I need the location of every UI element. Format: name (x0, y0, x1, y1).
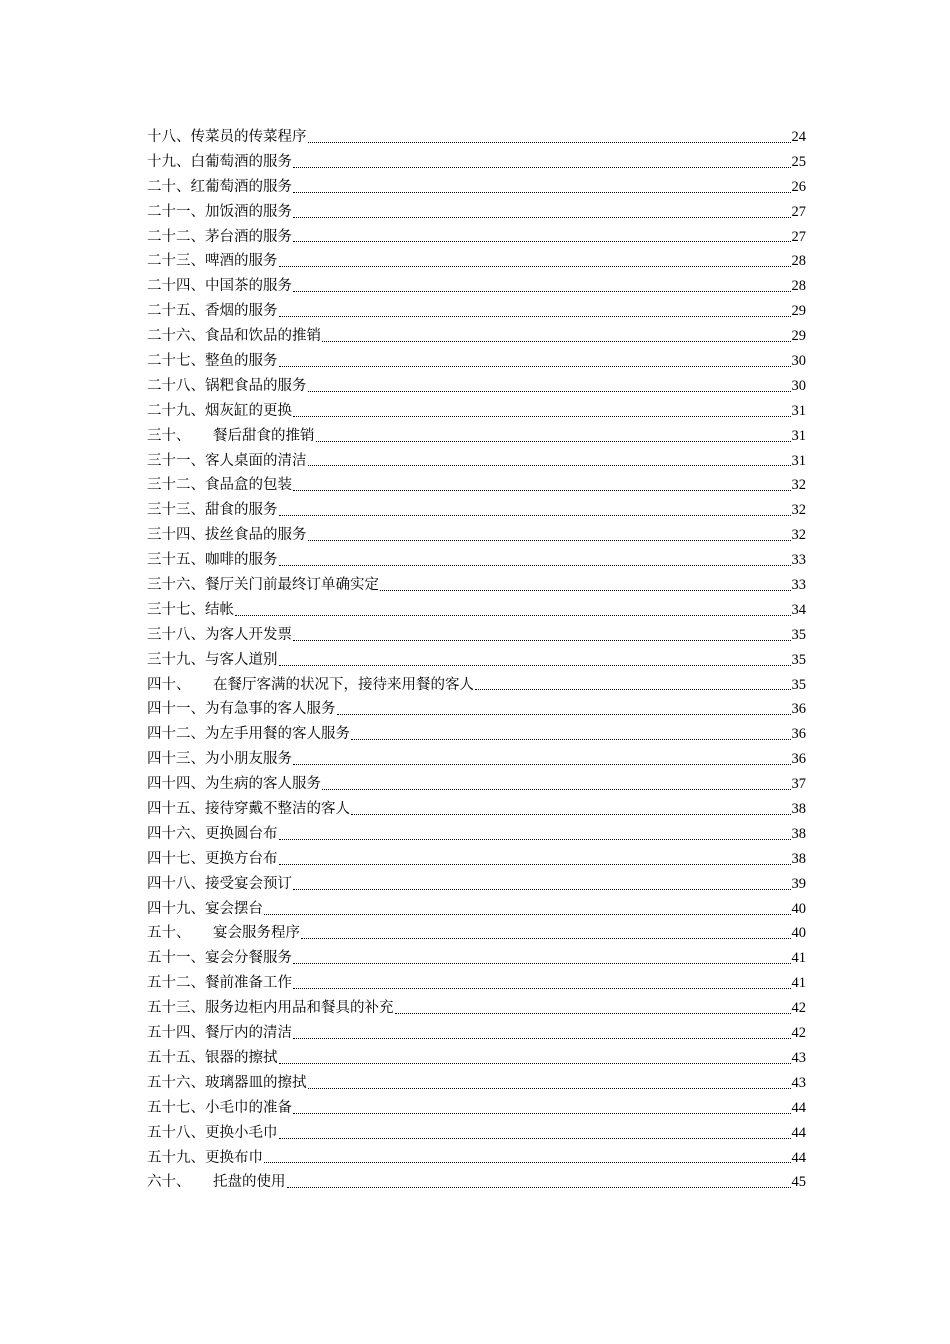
toc-entry-title: 与客人道别 (205, 651, 278, 668)
toc-dot-leader (279, 315, 791, 317)
toc-entry-page-number: 28 (791, 278, 806, 295)
toc-entry-title: 宴会摆台 (205, 900, 263, 917)
toc-entry[interactable] (147, 1021, 806, 1046)
toc-entry-page-number: 27 (791, 228, 806, 245)
toc-entry-page-number: 27 (791, 203, 806, 220)
toc-entry[interactable] (147, 299, 806, 324)
toc-entry-page-number: 44 (791, 1099, 806, 1116)
toc-dot-leader (293, 1037, 791, 1039)
toc-entry-number: 三十、 (147, 427, 191, 444)
toc-entry-title: 餐厅内的清洁 (205, 1025, 292, 1042)
toc-entry-title: 白葡萄酒的服务 (190, 153, 292, 170)
toc-entry-page-number: 29 (791, 303, 806, 320)
toc-entry-number: 三十七、 (147, 601, 205, 618)
toc-entry-number: 三十五、 (147, 552, 205, 569)
toc-entry-title: 更换布巾 (205, 1149, 263, 1166)
toc-entry-page-number: 36 (791, 701, 806, 718)
toc-entry[interactable] (147, 996, 806, 1021)
toc-entry[interactable] (147, 150, 806, 175)
toc-entry[interactable] (147, 548, 806, 573)
toc-entry-title: 银器的擦拭 (205, 1049, 278, 1066)
toc-dot-leader (279, 863, 791, 865)
toc-entry-title: 为客人开发票 (205, 626, 292, 643)
toc-entry-number: 二十四、 (147, 278, 205, 295)
toc-dot-leader (301, 937, 791, 939)
toc-entry-title: 锅粑食品的服务 (205, 377, 307, 394)
toc-entry-title: 更换小毛巾 (205, 1124, 278, 1141)
toc-entry-number: 三十三、 (147, 502, 205, 519)
toc-entry[interactable] (147, 349, 806, 374)
toc-entry[interactable] (147, 324, 806, 349)
toc-entry[interactable] (147, 772, 806, 797)
toc-entry[interactable] (147, 573, 806, 598)
toc-entry-number: 五十、 (147, 925, 191, 942)
toc-dot-leader (293, 489, 791, 491)
toc-entry-page-number: 28 (791, 253, 806, 270)
toc-entry-page-number: 29 (791, 328, 806, 345)
toc-dot-leader (287, 1186, 791, 1188)
toc-entry-title: 托盘的使用 (213, 1174, 286, 1191)
toc-dot-leader (279, 514, 791, 516)
toc-entry-page-number: 32 (791, 502, 806, 519)
toc-dot-leader (293, 240, 791, 242)
toc-entry-page-number: 43 (791, 1074, 806, 1091)
toc-entry-number: 十八、 (147, 128, 191, 145)
toc-entry[interactable] (147, 225, 806, 250)
toc-entry-title: 整鱼的服务 (205, 353, 278, 369)
toc-entry-page-number: 36 (791, 726, 806, 743)
toc-dot-leader (308, 390, 791, 392)
toc-entry-number: 五十七、 (147, 1099, 205, 1116)
toc-entry-page-number: 42 (791, 1000, 806, 1017)
toc-entry-title: 为生病的客人服务 (205, 776, 321, 793)
toc-entry-number: 五十五、 (147, 1049, 205, 1066)
toc-entry-title: 啤酒的服务 (205, 253, 278, 270)
toc-entry-title: 红葡萄酒的服务 (190, 178, 292, 195)
toc-entry-page-number: 41 (791, 950, 806, 967)
toc-entry[interactable] (147, 473, 806, 498)
toc-entry-number: 四十七、 (147, 850, 205, 867)
toc-entry-page-number: 32 (791, 477, 806, 494)
toc-dot-leader (308, 464, 791, 466)
toc-entry-number: 二十六、 (147, 328, 205, 345)
toc-entry-page-number: 40 (791, 900, 806, 917)
toc-entry[interactable] (147, 175, 806, 200)
toc-entry-title: 拔丝食品的服务 (205, 527, 307, 544)
toc-entry-title: 传菜员的传菜程序 (190, 128, 307, 145)
toc-entry-title: 食品盒的包装 (205, 477, 292, 494)
toc-entry-number: 四十一、 (147, 701, 205, 718)
toc-entry-title: 甜食的服务 (205, 502, 278, 519)
toc-entry-title: 小毛巾的准备 (205, 1099, 292, 1116)
toc-entry-page-number: 38 (791, 850, 806, 867)
toc-entry-title: 食品和饮品的推销 (205, 328, 321, 345)
toc-entry-title: 宴会服务程序 (213, 925, 300, 942)
toc-entry-number: 三十一、 (147, 452, 205, 469)
table-of-contents (147, 125, 806, 1195)
toc-dot-leader (293, 987, 791, 989)
toc-entry-number: 二十二、 (147, 228, 205, 245)
toc-entry-page-number: 32 (791, 527, 806, 544)
toc-dot-leader (279, 838, 791, 840)
toc-entry-number: 四十、 (147, 676, 191, 693)
toc-dot-leader (322, 340, 791, 342)
toc-dot-leader (351, 813, 791, 815)
toc-dot-leader (293, 216, 791, 218)
toc-entry[interactable] (147, 1071, 806, 1096)
toc-entry-title: 餐后甜食的推销 (213, 427, 315, 444)
toc-entry[interactable] (147, 523, 806, 548)
toc-entry-page-number: 26 (791, 178, 806, 195)
toc-dot-leader (351, 738, 791, 740)
toc-entry-page-number: 43 (791, 1049, 806, 1066)
toc-entry-title: 结帐 (205, 601, 234, 618)
toc-dot-leader (475, 688, 791, 690)
toc-entry-page-number: 31 (791, 427, 806, 444)
toc-entry[interactable] (147, 797, 806, 822)
toc-entry[interactable] (147, 1146, 806, 1171)
toc-entry[interactable] (147, 822, 806, 847)
toc-entry-page-number: 40 (791, 925, 806, 942)
toc-entry[interactable] (147, 971, 806, 996)
toc-entry-title: 为有急事的客人服务 (205, 701, 336, 718)
toc-dot-leader (279, 664, 791, 666)
toc-entry-page-number: 35 (791, 626, 806, 643)
toc-dot-leader (293, 888, 791, 890)
toc-entry[interactable] (147, 897, 806, 922)
toc-entry[interactable] (147, 125, 806, 150)
toc-entry-number: 二十五、 (147, 303, 205, 320)
toc-entry-number: 五十二、 (147, 975, 205, 992)
toc-entry[interactable] (147, 274, 806, 299)
toc-entry-page-number: 30 (791, 377, 806, 394)
toc-entry-page-number: 37 (791, 776, 806, 793)
toc-entry-number: 二十七、 (147, 353, 205, 369)
toc-entry-page-number: 44 (791, 1149, 806, 1166)
toc-entry-page-number: 34 (791, 601, 806, 618)
toc-entry-page-number: 41 (791, 975, 806, 992)
toc-entry-page-number: 45 (791, 1174, 806, 1191)
toc-dot-leader (293, 1112, 791, 1114)
toc-entry-page-number: 25 (791, 153, 806, 170)
toc-entry[interactable] (147, 623, 806, 648)
toc-entry[interactable] (147, 449, 806, 474)
toc-entry-number: 三十六、 (147, 577, 205, 594)
toc-entry-title: 接待穿戴不整洁的客人 (205, 801, 350, 818)
toc-entry-title: 在餐厅客满的状况下，接待来用餐的客人 (213, 676, 474, 693)
toc-entry-number: 五十一、 (147, 950, 205, 967)
toc-dot-leader (308, 1087, 791, 1089)
toc-entry-page-number: 42 (791, 1025, 806, 1042)
toc-entry-page-number: 39 (791, 875, 806, 892)
toc-entry-title: 服务边柜内用品和餐具的补充 (205, 1000, 394, 1017)
toc-entry-page-number: 24 (791, 128, 806, 145)
toc-entry[interactable] (147, 598, 806, 623)
toc-dot-leader (279, 1062, 791, 1064)
toc-entry[interactable] (147, 1096, 806, 1121)
toc-dot-leader (279, 564, 791, 566)
toc-entry[interactable] (147, 697, 806, 722)
toc-entry-number: 四十五、 (147, 801, 205, 818)
toc-entry-page-number: 35 (791, 651, 806, 668)
toc-entry-number: 四十九、 (147, 900, 205, 917)
toc-entry-title: 宴会分餐服务 (205, 950, 292, 967)
toc-dot-leader (293, 763, 791, 765)
toc-entry-title: 餐前准备工作 (205, 975, 292, 992)
toc-entry-number: 二十一、 (147, 203, 205, 220)
toc-entry-title: 茅台酒的服务 (205, 228, 292, 245)
toc-entry-number: 二十九、 (147, 402, 205, 419)
toc-entry[interactable] (147, 249, 806, 274)
toc-dot-leader (308, 141, 791, 143)
toc-entry-page-number: 30 (791, 353, 806, 369)
toc-dot-leader (293, 166, 791, 168)
toc-entry-page-number: 44 (791, 1124, 806, 1141)
toc-entry-title: 更换圆台布 (205, 825, 278, 842)
toc-entry-title: 接受宴会预订 (205, 875, 292, 892)
toc-entry-page-number: 33 (791, 552, 806, 569)
toc-entry-number: 五十九、 (147, 1149, 205, 1166)
toc-dot-leader (279, 1137, 791, 1139)
toc-entry-page-number: 38 (791, 825, 806, 842)
toc-entry[interactable] (147, 424, 806, 449)
toc-entry[interactable] (147, 374, 806, 399)
toc-dot-leader (322, 788, 791, 790)
toc-entry-number: 二十八、 (147, 377, 205, 394)
toc-entry-number: 四十三、 (147, 751, 205, 768)
toc-entry-number: 十九、 (147, 153, 191, 170)
toc-entry-page-number: 31 (791, 452, 806, 469)
toc-entry-title: 玻璃器皿的擦拭 (205, 1074, 307, 1091)
toc-entry[interactable] (147, 747, 806, 772)
toc-entry-title: 中国茶的服务 (205, 278, 292, 295)
toc-entry-number: 五十三、 (147, 1000, 205, 1017)
toc-dot-leader (235, 614, 791, 616)
toc-dot-leader (293, 191, 791, 193)
toc-entry-title: 更换方台布 (205, 850, 278, 867)
toc-entry[interactable] (147, 922, 806, 947)
toc-entry[interactable] (147, 200, 806, 225)
toc-dot-leader (293, 290, 791, 292)
toc-entry-page-number: 31 (791, 402, 806, 419)
toc-entry-title: 为左手用餐的客人服务 (205, 726, 350, 743)
toc-entry[interactable] (147, 648, 806, 673)
toc-entry-page-number: 36 (791, 751, 806, 768)
toc-entry-page-number: 38 (791, 801, 806, 818)
toc-entry-number: 三十二、 (147, 477, 205, 494)
toc-dot-leader (264, 1161, 791, 1163)
toc-dot-leader (264, 913, 791, 915)
toc-dot-leader (395, 1012, 791, 1014)
toc-dot-leader (293, 415, 791, 417)
toc-entry[interactable] (147, 722, 806, 747)
toc-dot-leader (337, 713, 791, 715)
toc-entry-number: 三十四、 (147, 527, 205, 544)
toc-dot-leader (279, 365, 791, 367)
toc-entry-title: 加饭酒的服务 (205, 203, 292, 220)
toc-entry-number: 四十二、 (147, 726, 205, 743)
toc-entry[interactable] (147, 498, 806, 523)
toc-entry-number: 四十八、 (147, 875, 205, 892)
toc-entry[interactable] (147, 399, 806, 424)
toc-dot-leader (279, 265, 791, 267)
toc-entry-number: 二十、 (147, 178, 191, 195)
toc-entry-title: 客人桌面的清洁 (205, 452, 307, 469)
toc-entry-number: 二十三、 (147, 253, 205, 270)
toc-entry-title: 餐厅关门前最终订单确实定 (205, 577, 379, 594)
toc-entry-page-number: 35 (791, 676, 806, 693)
toc-entry-number: 五十八、 (147, 1124, 205, 1141)
toc-entry[interactable] (147, 872, 806, 897)
toc-entry-number: 六十、 (147, 1174, 191, 1191)
toc-entry-number: 五十四、 (147, 1025, 205, 1042)
toc-entry-title: 咖啡的服务 (205, 552, 278, 569)
toc-entry[interactable] (147, 1170, 806, 1195)
toc-dot-leader (293, 639, 791, 641)
toc-entry-number: 四十四、 (147, 776, 205, 793)
toc-entry-number: 四十六、 (147, 825, 205, 842)
toc-entry[interactable] (147, 1121, 806, 1146)
toc-entry-title: 烟灰缸的更换 (205, 402, 292, 419)
toc-dot-leader (293, 962, 791, 964)
toc-entry-title: 香烟的服务 (205, 303, 278, 320)
toc-dot-leader (308, 539, 791, 541)
toc-entry-number: 五十六、 (147, 1074, 205, 1091)
toc-entry[interactable] (147, 1046, 806, 1071)
toc-dot-leader (316, 440, 791, 442)
toc-entry-number: 三十八、 (147, 626, 205, 643)
toc-entry[interactable] (147, 946, 806, 971)
toc-entry[interactable] (147, 673, 806, 698)
toc-entry-title: 为小朋友服务 (205, 751, 292, 768)
toc-entry-page-number: 33 (791, 577, 806, 594)
toc-entry-number: 三十九、 (147, 651, 205, 668)
toc-entry[interactable] (147, 847, 806, 872)
toc-dot-leader (380, 589, 791, 591)
